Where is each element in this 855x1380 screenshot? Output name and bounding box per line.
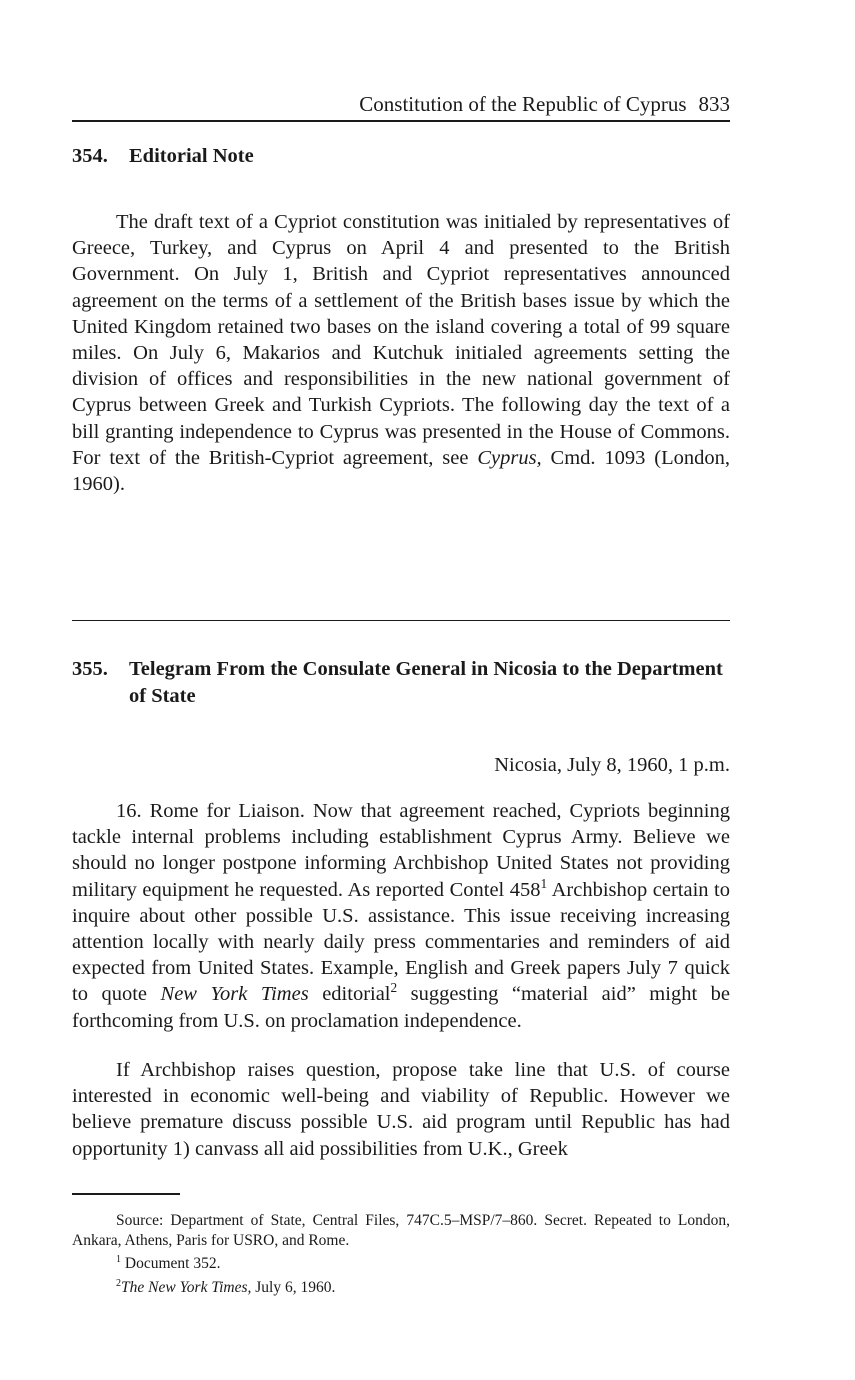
footnote-mark: 2 [116, 1277, 122, 1289]
footnote-1 [72, 1254, 730, 1274]
footnote-divider [72, 1193, 180, 1195]
editorial-note-paragraph [72, 209, 730, 497]
footnote-2 [72, 1278, 730, 1298]
paragraph-text: suggesting “material aid” might be forthcoming from U.S. on proclamation independence. [72, 983, 731, 1032]
source-note: Source: Department of State, Central Files, 747C.5–MSP/7–860. Secret. Repeated to London, Ankara, Athens, Paris for USRO, and Rome. [72, 1212, 730, 1249]
paragraph-text: editorial [308, 983, 391, 1006]
italic-title: Cyprus, [477, 446, 542, 469]
footnote-text: July 6, 1960. [251, 1279, 336, 1296]
footnote-text: Document 352. [121, 1255, 221, 1272]
paragraph-text: The draft text of a Cypriot constitution was initialed by representatives of Greece, Turkey, and Cyprus on April 4 and presented to the British Government. On July 1, British and Cypriot representatives announced agreement on the terms of a settlement of the British bases issue by which the United Kingdom retained two bases on the island covering a total of 99 square miles. On July 6, Makarios and Kutchuk initialed agreements setting the division of offices and responsibilities in the new national government of Cyprus between Greek and Turkish Cypriots. The following day the text of a bill granting independence to Cyprus was presented in the House of Commons. For text of the British-Cypriot agreement, see [72, 211, 730, 469]
telegram-paragraph-1 [72, 798, 730, 1034]
document-title: Editorial Note [129, 145, 254, 167]
document-354-heading [72, 143, 730, 170]
document-title: Telegram From the Consulate General in Nicosia to the Department of State [129, 658, 723, 707]
dateline: Nicosia, July 8, 1960, 1 p.m. [494, 754, 730, 776]
paragraph-text: Cmd. 1093 (London, 1960). [72, 446, 730, 496]
page-number: 833 [698, 92, 730, 116]
footnote-mark: 1 [116, 1253, 122, 1265]
footnote-ref: 2 [390, 980, 398, 996]
section-divider [72, 620, 730, 621]
paragraph-text: Archbishop certain to inquire about other possible U.S. assistance. This issue receiving increasing attention locally with nearly daily press commentaries and reminders of aid expected from United States. Example, English and Greek papers July 7 quick to quote [72, 878, 731, 1006]
telegram-paragraph-2: If Archbishop raises question, propose take line that U.S. of course interested in economic well-being and viability of Republic. However we believe premature discuss possible U.S. aid program until Republic has had opportunity 1) canvass all aid possibilities from U.K., Greek [72, 1059, 730, 1160]
document-number: 354. [72, 145, 108, 167]
italic-title: New York Times [160, 983, 309, 1006]
document-355-heading [72, 656, 730, 710]
running-title: Constitution of the Republic of Cyprus [359, 92, 687, 116]
paragraph-text: 16. Rome for Liaison. Now that agreement reached, Cypriots beginning tackle internal problems including establishment Cyprus Army. Believe we should no longer postpone informing Archbishop United States not providing military equipment he requested. As reported Contel 458 [72, 800, 730, 901]
running-header [72, 90, 730, 122]
footnote-italic: The New York Times, [121, 1279, 252, 1296]
document-number: 355. [72, 658, 108, 680]
footnote-ref: 1 [540, 875, 548, 891]
